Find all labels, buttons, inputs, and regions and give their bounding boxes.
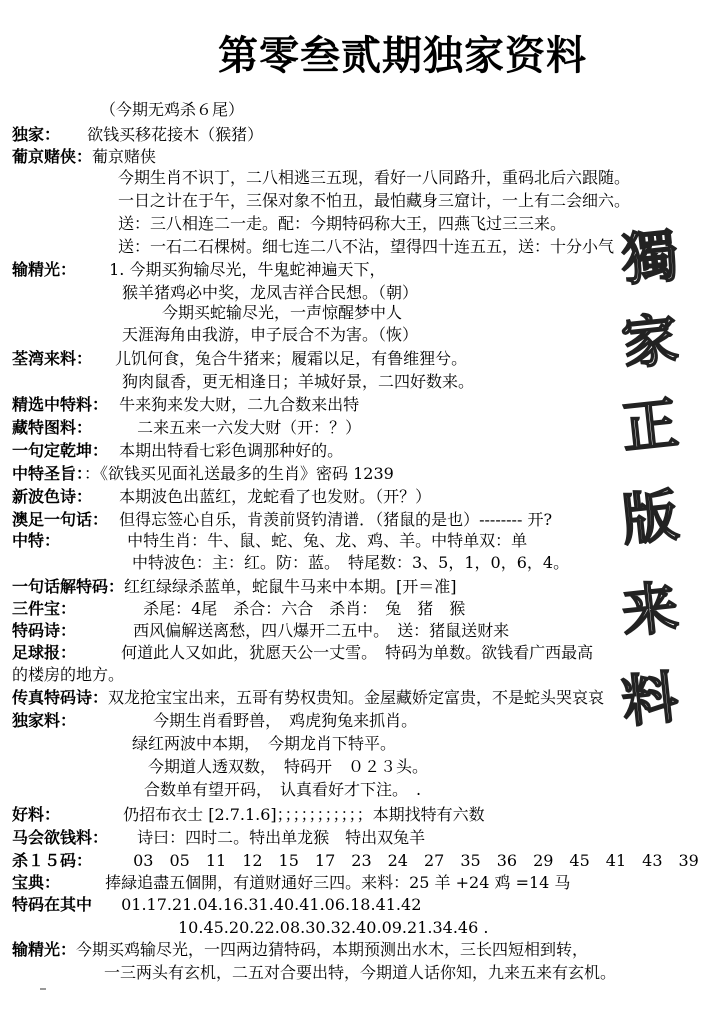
sha15-row xyxy=(12,851,699,871)
pujing-line: 送：一石二石棵树。细七连二八不沾，望得四十连五五，送：十分小气 xyxy=(118,237,615,256)
temazai-line: 01.17.21.04.16.31.40.41.06.18.41.42 xyxy=(121,895,422,914)
dujia-line: 今期生肖看野兽， 鸡虎狗兔来抓肖。 xyxy=(153,711,418,730)
chuanzhen-label: 传真特码诗： xyxy=(12,688,109,707)
zuqiu-label: 足球报： xyxy=(12,643,77,662)
shujingguang2-label: 输精光： xyxy=(12,940,77,959)
haoliao-label: 好料： xyxy=(12,805,61,824)
watermark-char: 獨 xyxy=(618,222,682,294)
sanjian-row xyxy=(12,599,465,619)
yiju-jie-label: 一句话解特码： xyxy=(12,577,125,596)
zhongte-label: 中特： xyxy=(12,531,61,550)
chuanzhen-row xyxy=(12,688,604,708)
shujingguang-row xyxy=(12,260,385,280)
shujingguang-label: 输精光： xyxy=(12,260,77,279)
dujia-label: 独家料： xyxy=(12,711,77,730)
exclusive-row xyxy=(12,125,263,145)
dujia-line: 合数单有望开码， 认真看好才下注。 . xyxy=(144,780,422,799)
mahui-row xyxy=(12,828,425,848)
shujingguang2-text: 今期买鸡输尽光，一四两边猜特码，本期预测出水木，三长四短相到转， xyxy=(76,940,589,959)
page-title: 第零叁贰期独家资料 xyxy=(218,33,587,79)
dujia-row xyxy=(12,711,417,731)
baodian-text: 捧緑追盡五個開，有道财通好三四。来料：25 羊 +24 鸡 =14 马 xyxy=(105,873,571,892)
watermark-char: 正 xyxy=(618,390,682,462)
jingxuan-text: 牛来狗来发大财，二九合数来出特 xyxy=(119,395,360,414)
chuanzhen-text: 双龙抢宝宝出来，五哥有势权贵知。金屋藏娇定富贵，不是蛇头哭哀哀 xyxy=(108,688,605,707)
dujia-line: 今期道人透双数， 特码开 ０２３头。 xyxy=(148,757,429,776)
jingxuan-label: 精选中特料： xyxy=(12,395,109,414)
subtitle: （今期无鸡杀６尾） xyxy=(100,100,245,119)
baodian-label: 宝典： xyxy=(12,873,61,892)
temashi-label: 特码诗： xyxy=(12,621,77,640)
pujing-line: 送：三八相连二一走。配：今期特码称大王，四燕飞过三三来。 xyxy=(118,214,567,233)
sanjian-text: 杀尾：4尾 杀合：六合 杀肖： 兔 猪 猴 xyxy=(143,599,466,618)
jingxuan-row xyxy=(12,395,359,415)
temashi-row xyxy=(12,621,509,641)
pujing-label: 葡京赌侠： xyxy=(12,147,93,166)
watermark-char: 版 xyxy=(618,482,682,554)
pujing-line: 今期生肖不识丁，二八相逃三五现，看好一八同路升，重码北后六跟随。 xyxy=(118,168,631,187)
zuqiu-line: 的楼房的地方。 xyxy=(12,665,125,684)
pujing-name: 葡京赌侠 xyxy=(92,147,157,166)
exclusive-label: 独家： xyxy=(12,125,61,144)
pujing-line: 一日之计在于午，三保对象不怕丑，最怕藏身三窟计，一上有二会细六。 xyxy=(118,191,631,210)
aozu-text: 但得忘签心自乐，肯羡前贤钓清谱．（猪鼠的是也）-------- 开? xyxy=(119,510,553,529)
temazai-label: 特码在其中 xyxy=(12,895,93,914)
temazai-line: 10.45.20.22.08.30.32.40.09.21.34.46 . xyxy=(178,918,489,937)
zhongte-row xyxy=(12,531,527,551)
temashi-text: 西风偏解送离愁，四八爆开二五中。 送：猪鼠送财来 xyxy=(133,621,510,640)
yiju-jie-text: 红红绿绿杀蓝单，蛇鼠牛马来中本期。[开＝准] xyxy=(124,577,457,596)
shengzhi-row xyxy=(12,464,394,484)
shengzhi-text: ：《欲钱买见面礼送最多的生肖》密码 1239 xyxy=(84,464,394,483)
shujingguang2-line: 一三两头有玄机，二五对合要出特，今期道人话你知，九来五来有玄机。 xyxy=(104,963,617,982)
shujingguang-line: 今期买蛇输尽光，一声惊醒梦中人 xyxy=(162,303,403,322)
sanjian-label: 三件宝： xyxy=(12,599,77,618)
zuqiu-row xyxy=(12,643,593,663)
zhongte-line: 中特波色：主：红。防：蓝。 特尾数：3、5，1，0，6，4。 xyxy=(132,553,570,572)
exclusive-text: 欲钱买移花接木（猴猪） xyxy=(87,125,264,144)
xinbo-row xyxy=(12,487,431,507)
watermark-char: 料 xyxy=(618,664,682,736)
zhongte-line: 中特生肖：牛、鼠、蛇、兔、龙、鸡、羊。中特单双：单 xyxy=(127,531,528,550)
mahui-text: 诗曰：四时二。特出单龙猴 特出双兔羊 xyxy=(137,828,426,847)
sha15-text: 03 05 11 12 15 17 23 24 27 35 36 29 45 41 43 39 xyxy=(133,851,699,870)
sha15-label: 杀１５码： xyxy=(12,851,93,870)
cangte-text: 二来五来一六发大财（开：？） xyxy=(137,418,362,437)
quanwan-label: 荃湾来料： xyxy=(12,349,93,368)
watermark-char: 家 xyxy=(618,306,682,378)
quanwan-line: 儿饥何食，兔合牛猪来；履霜以足，有鲁维狸兮。 xyxy=(115,349,468,368)
haoliao-text: 仍招布衣士 [2.7.1.6]；；；；；；；；；；；本期找特有六数 xyxy=(123,805,485,824)
mahui-label: 马会欲钱料： xyxy=(12,828,109,847)
pujing-row xyxy=(12,147,156,167)
aozu-row xyxy=(12,510,552,530)
yiju-label: 一句定乾坤： xyxy=(12,441,109,460)
cangte-label: 藏特图料： xyxy=(12,418,93,437)
aozu-label: 澳足一句话： xyxy=(12,510,109,529)
quanwan-row xyxy=(12,349,467,369)
shujingguang-line: 天涯海角由我游，申子辰合不为害。（恢） xyxy=(122,325,419,344)
cangte-row xyxy=(12,418,361,438)
scan-mark xyxy=(40,988,46,990)
dujia-line: 绿红两波中本期， 今期龙肖下特平。 xyxy=(132,734,397,753)
watermark-char: 来 xyxy=(618,574,682,646)
temazai-row xyxy=(12,895,421,915)
xinbo-text: 本期波色出蓝红，龙蛇看了也发财。（开？） xyxy=(119,487,432,506)
haoliao-row xyxy=(12,805,485,825)
baodian-row xyxy=(12,873,570,893)
xinbo-label: 新波色诗： xyxy=(12,487,93,506)
quanwan-line: 狗肉鼠香，更无相逢日；羊城好景，二四好数来。 xyxy=(122,372,475,391)
shujingguang2-row xyxy=(12,940,588,960)
zuqiu-text: 何道此人又如此，犹愿天公一丈雪。 特码为单数。欲钱看广西最高 xyxy=(121,643,594,662)
yiju-jie-row xyxy=(12,577,457,597)
shujingguang-line: 1. 今期买狗输尽光，牛鬼蛇神遍天下， xyxy=(109,260,386,279)
yiju-text: 本期出特看七彩色调那种好的。 xyxy=(119,441,344,460)
shengzhi-label: 中特圣旨： xyxy=(12,464,85,483)
shujingguang-line: 猴羊猪鸡必中奖，龙凤吉祥合民想。（朝） xyxy=(122,283,419,302)
yiju-row xyxy=(12,441,343,461)
